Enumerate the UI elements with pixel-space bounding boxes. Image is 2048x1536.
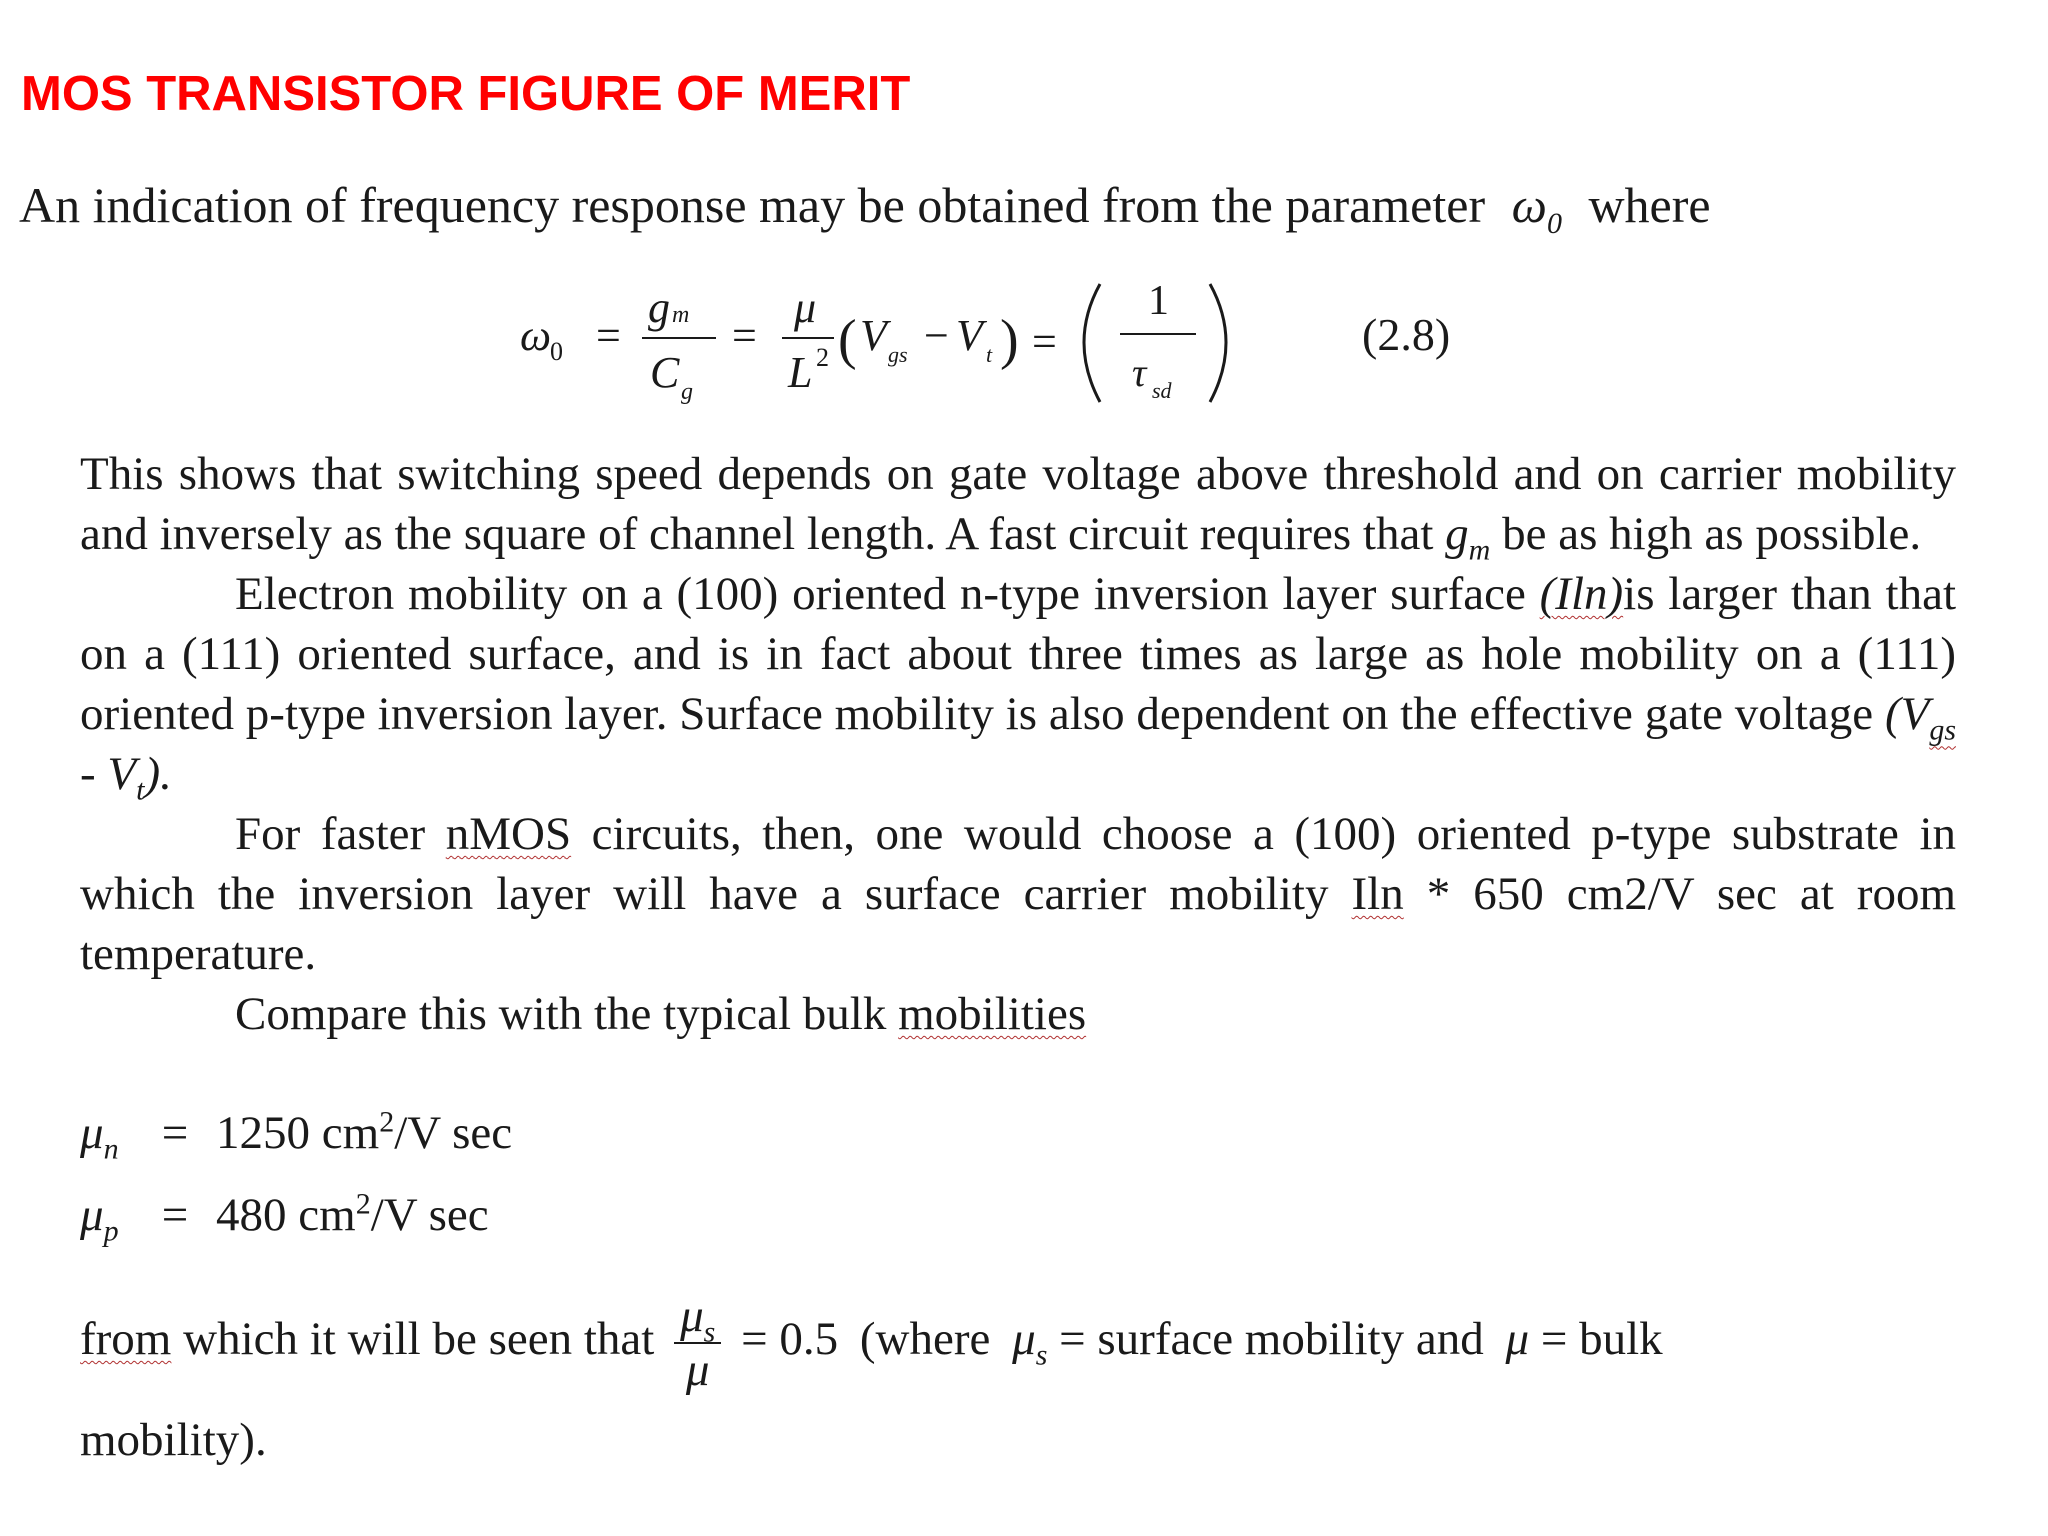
- eq-cg: C: [650, 348, 680, 397]
- p2-iln: (Iln): [1539, 568, 1624, 620]
- equation-2-8: [520, 262, 1520, 412]
- p2-part1: Electron mobility on a (100) oriented n-type inversion layer surface: [235, 568, 1526, 620]
- ratio-part2: (where: [859, 1312, 991, 1365]
- eq-number: (2.8): [1362, 309, 1451, 360]
- ratio-line: [80, 1290, 1956, 1396]
- mu-p-sub: p: [103, 1214, 119, 1248]
- mu-p-symbol: [80, 1188, 150, 1248]
- ratio-mu: μ: [1505, 1312, 1530, 1365]
- intro-text: An indication of frequency response may be obtained from the parameter: [19, 177, 1486, 233]
- mobility-n-line: [80, 1105, 513, 1166]
- eq-minus: −: [924, 311, 949, 360]
- p4-part1: Compare this with the typical bulk: [235, 988, 887, 1040]
- p1-gm-sub: m: [1468, 533, 1491, 567]
- mu-n-char: μ: [80, 1107, 104, 1159]
- p1-gm-char: g: [1445, 508, 1469, 560]
- intro-tail: where: [1588, 177, 1711, 233]
- eq-bigparen-open: [1084, 284, 1100, 402]
- eq-vt-sub: t: [986, 342, 993, 367]
- p3-iln: Iln: [1351, 868, 1404, 920]
- eq-mu: μ: [794, 283, 817, 332]
- page-title: MOS TRANSISTOR FIGURE OF MERIT: [21, 67, 911, 121]
- mu-ratio-num: [674, 1290, 721, 1349]
- p2-vt-sub: t: [136, 773, 145, 807]
- eq-vgs: V: [860, 311, 887, 360]
- eq-gm-sub: m: [672, 302, 690, 328]
- p1-part1: This shows that switching speed depends on gate voltage above threshold and on carrier mobility and inversely as the square of channel length. A fast circuit requires that: [80, 448, 1956, 560]
- last-line: mobility).: [80, 1414, 267, 1466]
- p1-part2: be as high as possible.: [1502, 508, 1922, 560]
- p2-vgs-close: ).: [144, 748, 172, 800]
- mu-ratio-den: μ: [685, 1344, 710, 1396]
- eq-l: L: [788, 348, 813, 397]
- paragraph-1: [80, 444, 1956, 1044]
- p2-vgs-sub: gs: [1929, 713, 1956, 747]
- eq-vt: V: [956, 311, 983, 360]
- eq-one: 1: [1148, 278, 1169, 324]
- ratio-part3: = surface mobility and: [1059, 1312, 1484, 1365]
- eq-l-sup: 2: [816, 343, 829, 372]
- p3-part3: * 650 cm2/V sec at room temperature.: [80, 868, 1957, 980]
- eq-cg-sub: g: [681, 379, 693, 405]
- eq-paren-open: (: [838, 309, 857, 371]
- p3-nmos: nMOS: [445, 808, 572, 860]
- p2-part2: is larger than that on a (111) oriented surface, and is in fact about three times as large as hole mobility on a (111) oriented p-type inversion layer. Surface mobility is also dependent on the effective gate voltage: [80, 568, 1956, 740]
- omega-subscript: 0: [1546, 207, 1562, 240]
- mu-p-equals: =: [161, 1189, 189, 1241]
- eq-equals-2: =: [732, 311, 757, 360]
- paragraph-2-text: [80, 564, 1956, 807]
- p2-vgs-mid: - V: [80, 748, 137, 800]
- eq-tau: τ: [1132, 350, 1147, 395]
- p1-gm: [1445, 508, 1491, 567]
- paragraph-1-text: [80, 444, 1956, 567]
- eq-equals-1: =: [596, 311, 621, 360]
- eq-omega-sub: 0: [550, 337, 563, 366]
- paragraph-3-text: [80, 804, 1956, 984]
- eq-vgs-sub: gs: [888, 342, 908, 367]
- p3-part1: For faster: [235, 808, 426, 860]
- mu-n-sub: n: [103, 1132, 119, 1166]
- eq-gm: g: [648, 283, 670, 332]
- ratio-mus-sub: s: [1035, 1338, 1048, 1372]
- mu-n-equals: =: [161, 1107, 189, 1159]
- mu-p-value: 480 cm: [216, 1189, 356, 1241]
- ratio-value: = 0.5: [741, 1312, 839, 1365]
- mu-n-value: 1250 cm: [216, 1107, 380, 1159]
- p2-vgs-open: (V: [1884, 688, 1930, 740]
- mu-ratio-num-char: μ: [680, 1290, 704, 1342]
- ratio-from: from: [80, 1312, 172, 1365]
- eq-paren-close: ): [1000, 309, 1019, 371]
- ratio-part1: which it will be seen that: [183, 1312, 655, 1365]
- mu-ratio-num-sub: s: [703, 1315, 716, 1349]
- eq-tau-sub: sd: [1152, 378, 1172, 403]
- mu-p-sup: 2: [355, 1187, 371, 1221]
- mu-n-unit: /V sec: [394, 1107, 513, 1159]
- paragraph-4-text: [80, 984, 1956, 1044]
- ratio-mus-char: μ: [1012, 1312, 1036, 1365]
- p3-part2: circuits, then, one would choose a (100) oriented p-type substrate in which the inversion layer will have a surface carrier mobility: [80, 808, 1957, 920]
- mobility-p-line: [80, 1187, 489, 1248]
- mu-ratio-fraction: [674, 1290, 721, 1396]
- eq-omega: ω: [520, 311, 552, 360]
- omega-symbol: [1511, 177, 1562, 240]
- mu-p-char: μ: [80, 1189, 104, 1241]
- p4-mobilities: mobilities: [898, 988, 1087, 1040]
- intro-sentence: [19, 176, 1711, 240]
- ratio-mus: [1012, 1312, 1048, 1372]
- mu-n-sup: 2: [379, 1105, 395, 1139]
- omega-char: ω: [1511, 177, 1547, 233]
- mu-p-unit: /V sec: [370, 1189, 489, 1241]
- mu-n-symbol: [80, 1106, 150, 1166]
- eq-equals-3: =: [1032, 317, 1057, 366]
- eq-bigparen-close: [1210, 284, 1226, 402]
- ratio-part4: = bulk: [1540, 1312, 1663, 1365]
